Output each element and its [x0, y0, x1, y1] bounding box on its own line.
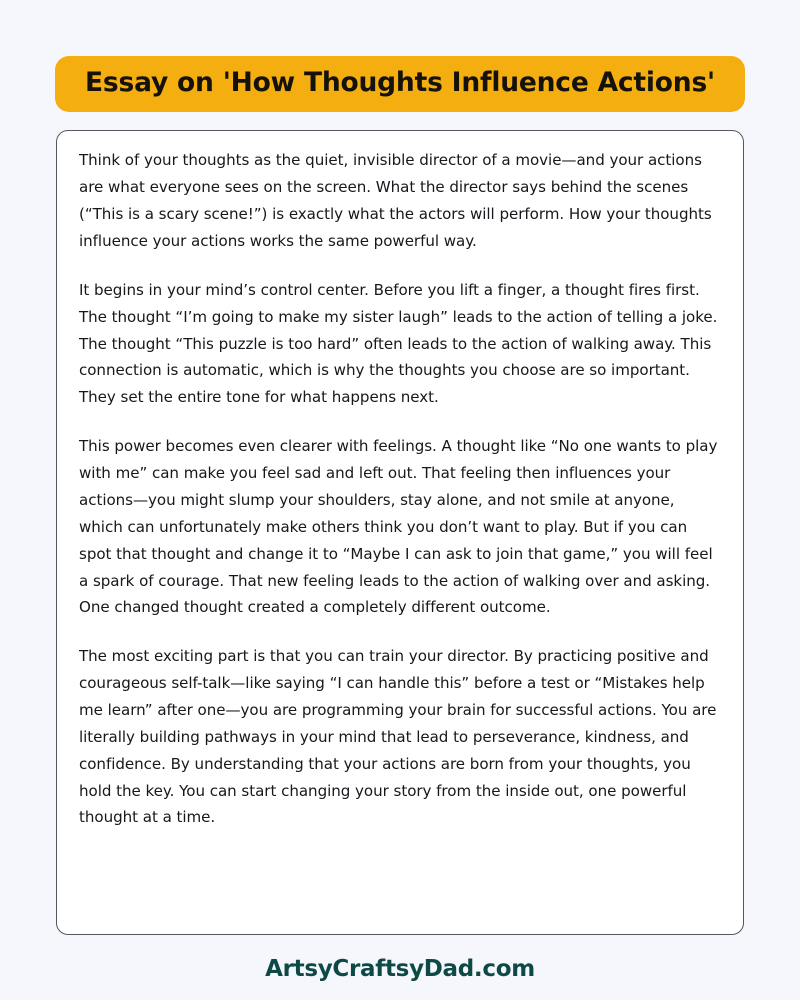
essay-paragraph-3: This power becomes even clearer with feelings. A thought like “No one wants to play with me” can make you feel sad and left out. That feeling then influences your actions—you might slump your shoulders, stay alone, and not smile at anyone, which can unfortunately make others think you don’t want to play. But if you can spot that thought and change it to “Maybe I can ask to join that game,” you will feel a spark of courage. That new feeling leads to the action of walking over and asking. One changed thought created a completely different outcome. [79, 437, 718, 617]
essay-body [79, 147, 721, 831]
essay-paragraph-1: Think of your thoughts as the quiet, invisible director of a movie—and your actions are what everyone sees on the screen. What the director says behind the scenes (“This is a scary scene!”) is exactly what the actors will perform. How your thoughts influence your actions works the same powerful way. [79, 151, 712, 251]
site-brand-label: ArtsyCraftsyDad.com [265, 956, 535, 982]
essay-paragraph-2: It begins in your mind’s control center. Before you lift a finger, a thought fires first. The thought “I’m going to make my sister laugh” leads to the action of telling a joke. The thought “This puzzle is too hard” often leads to the action of walking away. This connection is automatic, which is why the thoughts you choose are so important. They set the entire tone for what happens next. [79, 280, 718, 407]
essay-content-card [56, 130, 744, 935]
essay-paragraph-4: The most exciting part is that you can train your director. By practicing positive and courageous self-talk—like saying “I can handle this” before a test or “Mistakes help me learn” after one—you are programming your brain for successful actions. You are literally building pathways in your mind that lead to perseverance, kindness, and confidence. By understanding that your actions are born from your thoughts, you hold the key. You can start changing your story from the inside out, one powerful thought at a time. [79, 647, 717, 827]
title-banner [55, 56, 745, 112]
page-title: Essay on 'How Thoughts Influence Actions' [85, 67, 715, 98]
footer [0, 956, 800, 982]
